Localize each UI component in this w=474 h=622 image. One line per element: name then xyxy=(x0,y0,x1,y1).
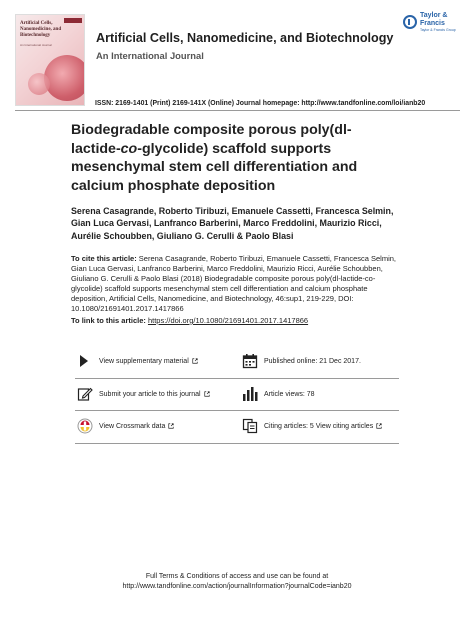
header-divider xyxy=(15,110,460,111)
title-part-1: Biodegradable composite porous poly(dl- xyxy=(71,122,352,138)
citing-articles-label: Citing articles: 5 View citing articles xyxy=(264,422,374,430)
title-part-4: mesenchymal stem cell differentiation and xyxy=(71,159,358,175)
cover-cell-illustration xyxy=(44,55,85,101)
citing-articles-link[interactable] xyxy=(242,418,382,434)
article-title xyxy=(71,121,401,195)
submit-article-label: Submit your article to this journal xyxy=(99,390,201,398)
citation-label: To cite this article: xyxy=(71,254,139,263)
publisher-group: Taylor & Francis Group xyxy=(419,28,456,32)
bar-chart-icon xyxy=(242,386,258,402)
citation-text: Serena Casagrande, Roberto Tiribuzi, Emanuele Cassetti, Francesca Selmin, Gian Luca Gervasi, Lanfranco Barberini, Marco Freddolini, Maurizio Ricci, Aurélie Schoubben, Giuliano G. Cerulli & Paolo Blasi (2018) Biodegradable composite porous poly(dl-lactide-co-glycolide) scaffold supports mesenchymal stem cell differentiation and calcium phosphate deposition, Artificial Cells, Nanomedicine, and Biotechnology, 46:sup1, 219-229, DOI: 10.1080/21691401.2017.1417866 xyxy=(71,254,397,313)
view-crossmark-link[interactable] xyxy=(77,418,174,434)
published-online-info xyxy=(242,353,361,369)
cover-cell-illustration-small xyxy=(28,73,50,95)
article-link-line xyxy=(71,316,308,325)
article-authors: Serena Casagrande, Roberto Tiribuzi, Emanuele Cassetti, Francesca Selmin, Gian Luca Gervasi, Lanfranco Barberini, Marco Freddolini, Maurizio Ricci, Aurélie Schoubben, Giuliano G. Cerulli & Paolo Blasi xyxy=(71,206,394,241)
taylor-francis-icon xyxy=(403,15,417,29)
title-part-5: calcium phosphate deposition xyxy=(71,177,276,194)
issn-homepage-line[interactable]: ISSN: 2169-1401 (Print) 2169-141X (Online) Journal homepage: http://www.tandfonline.com/loi/ianb20 xyxy=(95,100,426,107)
journal-title[interactable]: Artificial Cells, Nanomedicine, and Biotechnology xyxy=(96,31,394,45)
journal-subtitle: An International Journal xyxy=(96,50,204,61)
publisher-logo[interactable] xyxy=(403,12,474,32)
submit-article-link[interactable] xyxy=(77,386,210,402)
article-views-label: Article views: 78 xyxy=(264,390,315,398)
terms-url[interactable]: http://www.tandfonline.com/action/journalInformation?journalCode=ianb20 xyxy=(122,583,352,590)
published-online-label: Published online: 21 Dec 2017. xyxy=(264,357,361,365)
doi-link[interactable]: https://doi.org/10.1080/21691401.2017.1417866 xyxy=(147,316,309,325)
title-part-2: lactide- xyxy=(71,140,121,157)
grid-divider-2 xyxy=(75,410,399,411)
external-link-icon xyxy=(376,423,382,429)
citing-articles-icon xyxy=(242,418,258,434)
title-part-3: -glycolide) scaffold supports xyxy=(137,140,332,157)
cover-subtitle: An International Journal xyxy=(20,43,52,47)
grid-divider-3 xyxy=(75,443,399,444)
crossmark-icon xyxy=(77,418,93,434)
article-views-info xyxy=(242,386,315,402)
cover-tab xyxy=(64,18,82,23)
title-part-italic: co xyxy=(120,140,138,157)
external-link-icon xyxy=(168,423,174,429)
edit-pencil-icon xyxy=(77,386,93,402)
crossmark-label: View Crossmark data xyxy=(99,422,166,430)
calendar-icon xyxy=(242,353,258,369)
view-supplementary-material-link[interactable] xyxy=(77,353,198,369)
external-link-icon xyxy=(192,358,198,364)
external-link-icon xyxy=(204,391,210,397)
publisher-name: Taylor & Francis xyxy=(419,12,448,27)
supplementary-material-icon xyxy=(77,353,93,369)
link-label: To link to this article: xyxy=(71,316,148,325)
journal-cover-image xyxy=(15,14,85,106)
grid-divider-1 xyxy=(75,378,399,379)
cover-title: Artificial Cells, Nanomedicine, and Biotechnology xyxy=(20,21,62,38)
terms-line: Full Terms & Conditions of access and use can be found at xyxy=(145,573,329,580)
citation-block xyxy=(71,254,401,313)
supplementary-label: View supplementary material xyxy=(99,357,189,365)
